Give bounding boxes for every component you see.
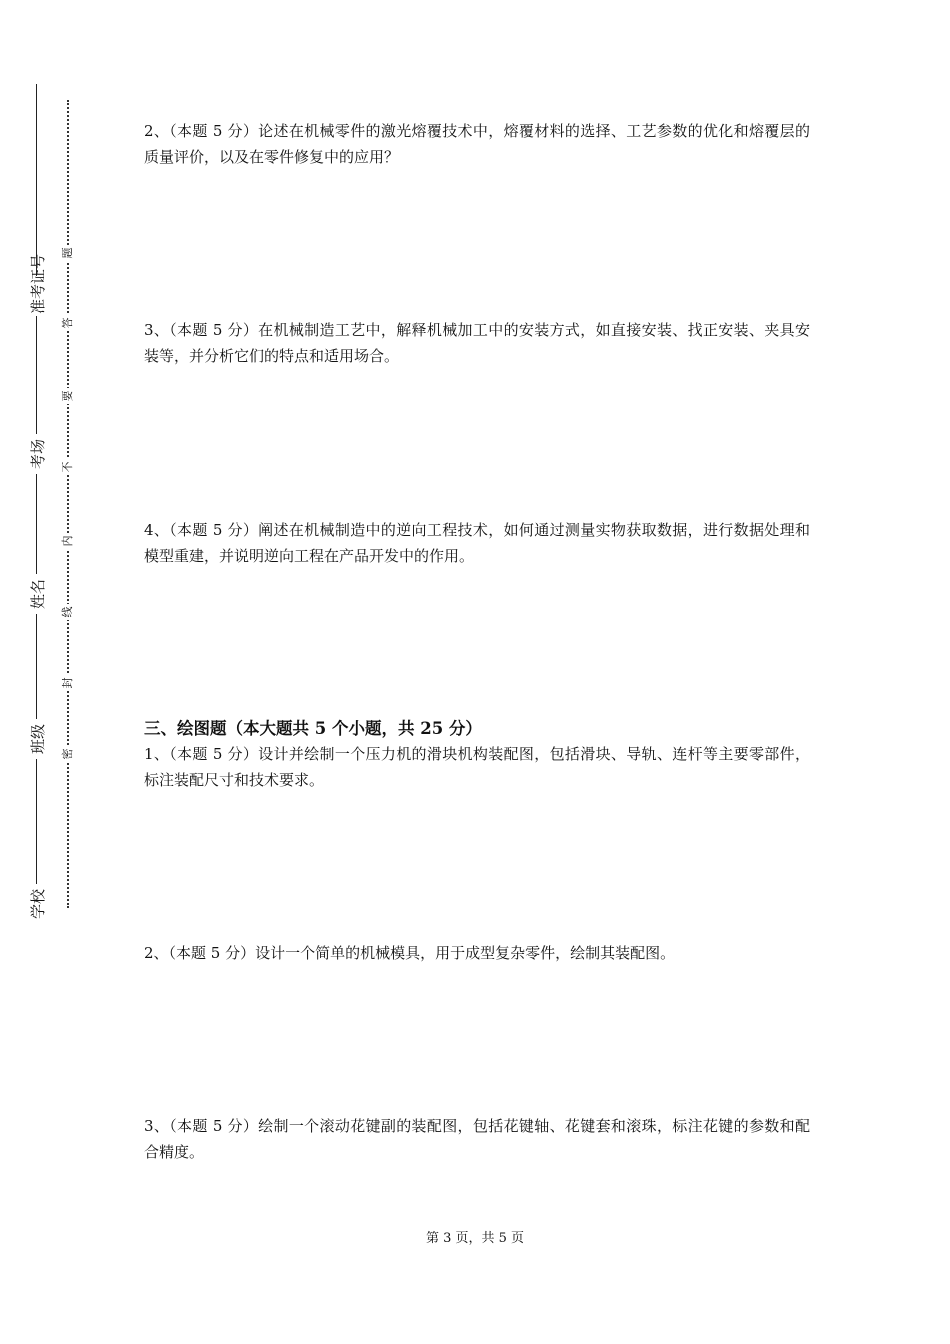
- question-3-3: 3、（本题 5 分）绘制一个滚动花键副的装配图，包括花键轴、花键套和滚珠，标注花键的参数和配合精度。: [144, 1117, 810, 1161]
- section-3-title: 三、绘图题（本大题共 5 个小题，共 25 分）: [144, 719, 482, 738]
- question-2-4: 4、（本题 5 分）阐述在机械制造中的逆向工程技术，如何通过测量实物获取数据，进行数据处理和模型重建，并说明逆向工程在产品开发中的作用。: [144, 521, 810, 565]
- question-2-2: 2、（本题 5 分）论述在机械零件的激光熔覆技术中，熔覆材料的选择、工艺参数的优化和熔覆层的质量评价，以及在零件修复中的应用？: [144, 122, 810, 166]
- binding-label-class: 班级: [30, 719, 46, 759]
- binding-label-school: 学校: [30, 884, 46, 924]
- seal-char: 内: [61, 533, 75, 549]
- binding-line: [36, 84, 37, 920]
- seal-char: 答: [61, 315, 75, 331]
- question-2-3: 3、（本题 5 分）在机械制造工艺中，解释机械加工中的安装方式，如直接安装、找正安装、夹具安装等，并分析它们的特点和适用场合。: [144, 321, 810, 365]
- seal-char: 线: [61, 604, 75, 620]
- binding-label-exam-room: 考场: [30, 434, 46, 474]
- seal-char: 密: [61, 746, 75, 762]
- seal-char: 封: [61, 675, 75, 691]
- seal-char: 题: [61, 245, 75, 261]
- page-number: 第 3 页，共 5 页: [425, 1231, 525, 1246]
- question-3-1: 1、（本题 5 分）设计并绘制一个压力机的滑块机构装配图，包括滑块、导轨、连杆等主要零部件，标注装配尺寸和技术要求。: [144, 745, 810, 789]
- seal-char: 要: [61, 388, 75, 404]
- seal-dotted-line: [67, 100, 69, 908]
- seal-char: 不: [61, 459, 75, 475]
- binding-label-exam-id: 准考证号: [29, 253, 47, 314]
- binding-label-name: 姓名: [30, 574, 46, 614]
- question-3-2: 2、（本题 5 分）设计一个简单的机械模具，用于成型复杂零件，绘制其装配图。: [144, 944, 676, 962]
